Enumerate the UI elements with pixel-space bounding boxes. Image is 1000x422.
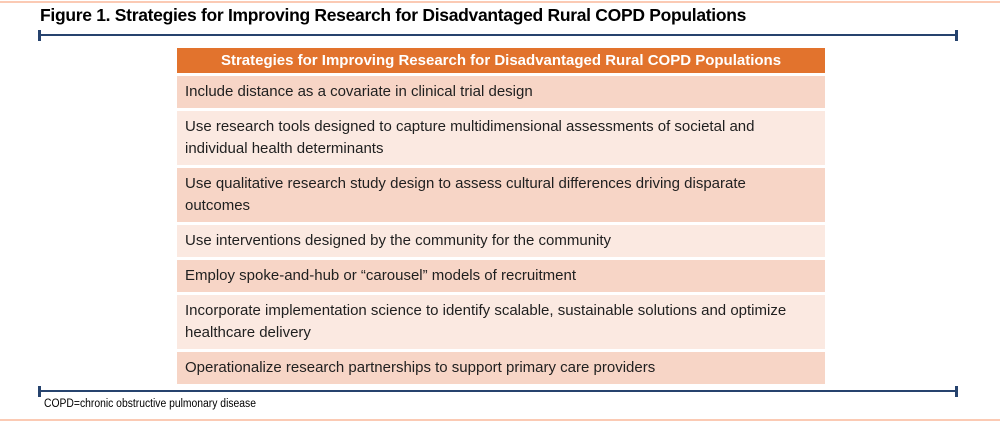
figure-caption: Figure 1. Strategies for Improving Research for Disadvantaged Rural COPD Populations (40, 5, 747, 25)
figure-footnote: COPD=chronic obstructive pulmonary disease (44, 398, 256, 410)
top-rule (38, 30, 958, 41)
table-row: Use interventions designed by the community for the community (177, 225, 825, 257)
table-header: Strategies for Improving Research for Disadvantaged Rural COPD Populations (177, 48, 825, 73)
table-row: Operationalize research partnerships to support primary care providers (177, 352, 825, 384)
bottom-rule-line (38, 390, 958, 392)
top-rule-right-cap (955, 30, 958, 41)
strategies-table (177, 48, 825, 384)
table-row: Use research tools designed to capture multidimensional assessments of societal and individual health determinants (177, 111, 825, 165)
bottom-rule-right-cap (955, 386, 958, 397)
card-bottom-border (0, 419, 1000, 421)
table-row: Employ spoke-and-hub or “carousel” models of recruitment (177, 260, 825, 292)
table-row: Include distance as a covariate in clinical trial design (177, 76, 825, 108)
table-row: Incorporate implementation science to identify scalable, sustainable solutions and optimize healthcare delivery (177, 295, 825, 349)
top-rule-line (38, 34, 958, 36)
bottom-rule (38, 386, 958, 397)
table-rows (177, 76, 825, 384)
card-top-border (0, 1, 1000, 3)
table-row: Use qualitative research study design to assess cultural differences driving disparate outcomes (177, 168, 825, 222)
